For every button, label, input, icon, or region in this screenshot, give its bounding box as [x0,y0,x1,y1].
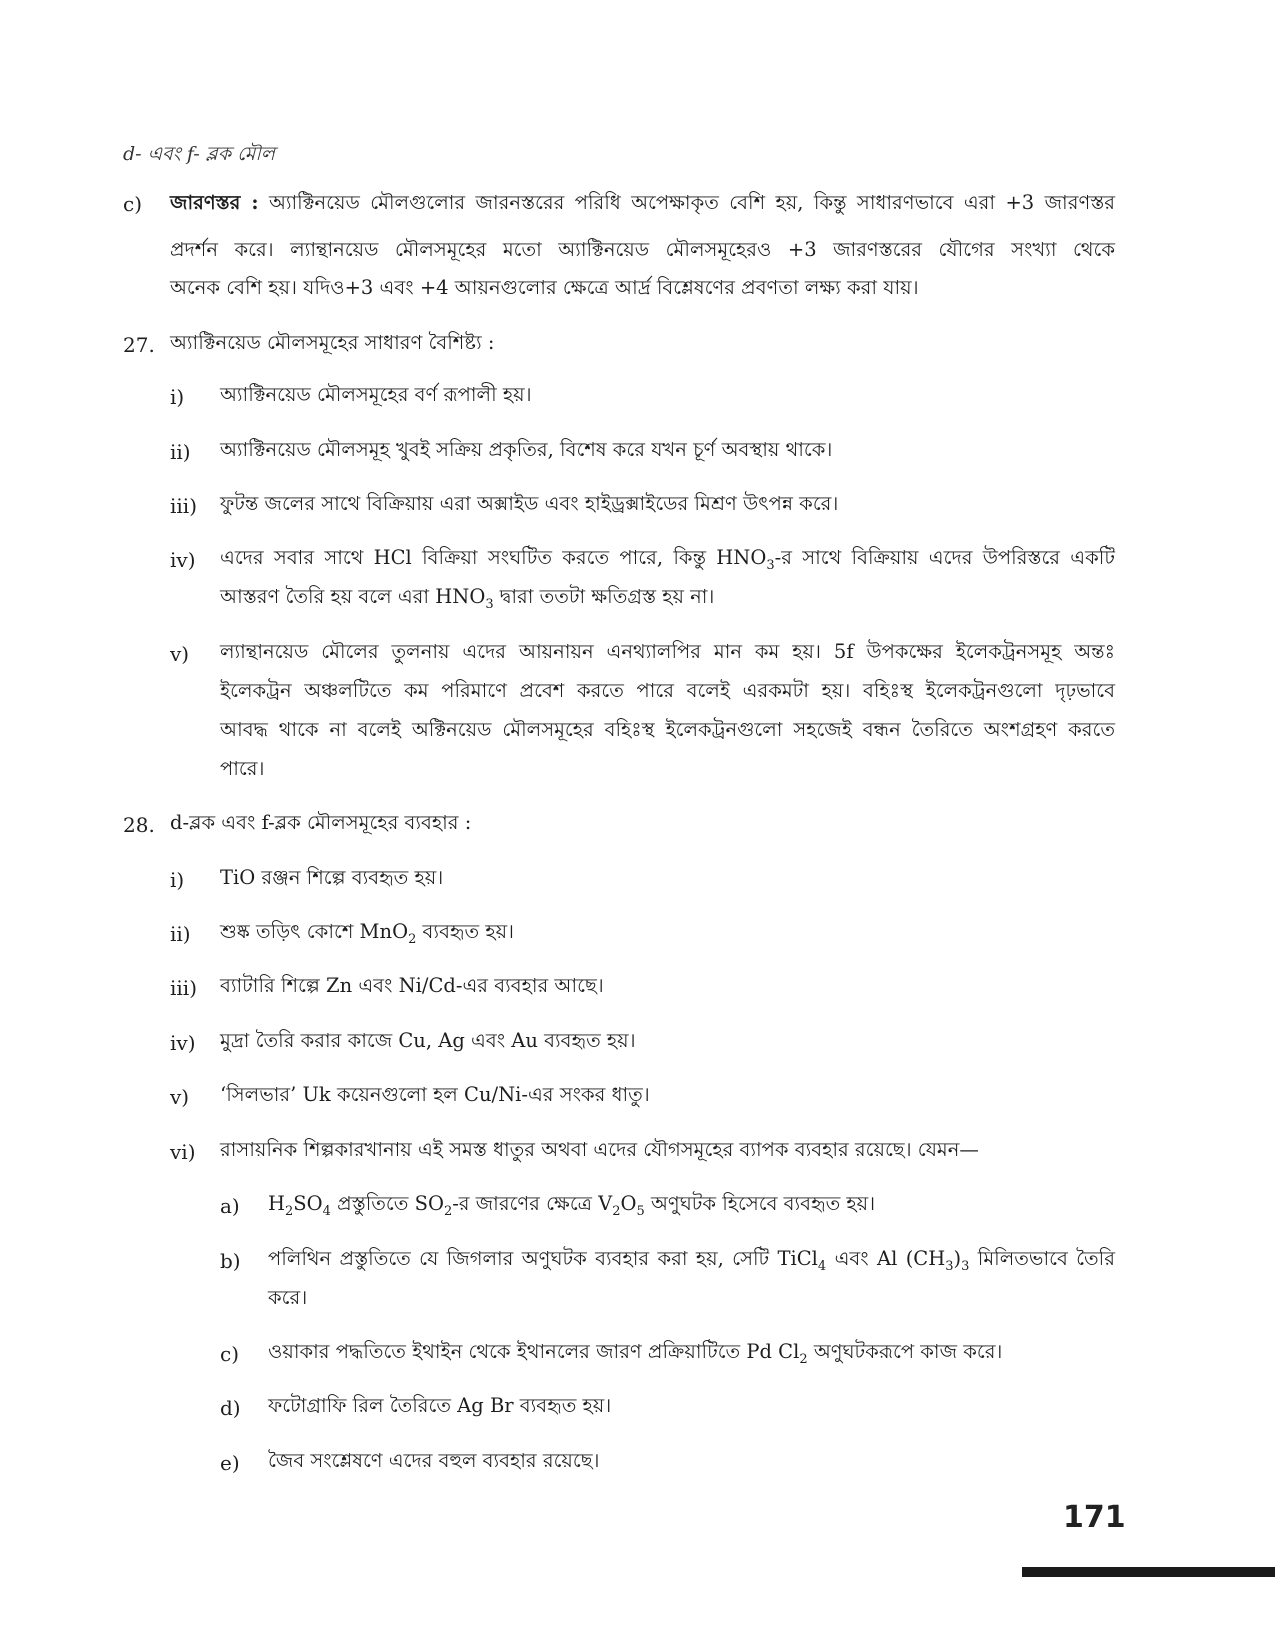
question-heading: অ্যাক্টিনয়েড মৌলসমূহের সাধারণ বৈশিষ্ট্য : [170,331,495,354]
item-label: c) [123,192,143,216]
list-item: শুষ্ক তড়িৎ কোশে MnO$_2$ ব্যবহৃত হয়। [220,920,515,947]
section-c-line-1: জারণস্তর : অ্যাক্টিনয়েড মৌলগুলোর জারনস্তরের পরিধি অপেক্ষাকৃত বেশি হয়, কিন্তু সাধারণভাবে এরা +3 জারণস্তর [170,191,1115,214]
item-label: i) [170,385,185,409]
section-c-line-3: অনেক বেশি হয়। যদিও+3 এবং +4 আয়নগুলোর ক্ষেত্রে আর্দ্র বিশ্লেষণের প্রবণতা লক্ষ্য করা যায়। [170,276,919,299]
list-item: মুদ্রা তৈরি করার কাজে Cu, Ag এবং Au ব্যবহৃত হয়। [220,1029,636,1052]
sub-item: জৈব সংশ্লেষণে এদের বহুল ব্যবহার রয়েছে। [268,1449,600,1472]
list-item-continuation: পারে। [220,757,265,780]
item-label: ii) [170,440,191,464]
footer-rule [1022,1567,1275,1577]
list-item: ফুটন্ত জলের সাথে বিক্রিয়ায় এরা অক্সাইড এবং হাইড্রক্সাইডের মিশ্রণ উৎপন্ন করে। [220,492,839,515]
list-item: ল্যান্থানয়েড মৌলের তুলনায় এদের আয়নায়ন এনথ্যালপির মান কম হয়। 5f উপকক্ষের ইলেকট্রনসমূহ অন্তঃ [220,640,1115,663]
question-heading: d-ব্লক এবং f-ব্লক মৌলসমূহের ব্যবহার : [170,811,472,834]
list-item: এদের সবার সাথে HCl বিক্রিয়া সংঘটিত করতে পারে, কিন্তু $HNO_3-র$ সাথে বিক্রিয়ায় এদের উপরিস্তরে একটি [220,546,1115,573]
term: জারণস্তর : [170,191,259,214]
list-item: TiO রঞ্জন শিল্পে ব্যবহৃত হয়। [220,866,444,889]
list-item: ব্যাটারি শিল্পে Zn এবং Ni/Cd-এর ব্যবহার আছে। [220,974,604,997]
item-label: i) [170,868,185,892]
item-label: iii) [170,494,197,518]
item-label: v) [170,1085,190,1109]
item-label: iii) [170,976,197,1000]
sub-item: $H_2SO_4$ প্রস্তুতিতে $SO_2-র$ জারণের ক্ষেত্রে $V_2O_5$ অণুঘটক হিসেবে ব্যবহৃত হয়। [268,1192,876,1219]
list-item-continuation: আস্তরণ তৈরি হয় বলে এরা $HNO_3$ দ্বারা ততটা ক্ষতিগ্রস্ত হয় না। [220,585,715,612]
section-c-line-2: প্রদর্শন করে। ল্যান্থানয়েড মৌলসমূহের মতো অ্যাক্টিনয়েড মৌলসমূহেরও +3 জারণস্তরের যৌগের সংখ্যা থেকে [170,238,1115,261]
list-item-continuation: আবদ্ধ থাকে না বলেই অক্টিনয়েড মৌলসমূহের বহিঃস্থ ইলেকট্রনগুলো সহজেই বন্ধন তৈরিতে অংশগ্রহণ করতে [220,718,1115,741]
sub-item-label: d) [220,1396,241,1420]
sub-item-label: c) [220,1342,240,1366]
item-label: vi) [170,1140,196,1164]
list-item: অ্যাক্টিনয়েড মৌলসমূহ খুবই সক্রিয় প্রকৃতির, বিশেষ করে যখন চূর্ণ অবস্থায় থাকে। [220,438,833,461]
running-header: d- এবং f- ব্লক মৌল [123,143,275,165]
item-label: v) [170,642,190,666]
item-label: ii) [170,922,191,946]
sub-item: পলিথিন প্রস্তুতিতে যে জিগলার অণুঘটক ব্যবহার করা হয়, সেটি TiCl$_4$ এবং Al $(CH_3)_3$ মিলিতভাবে তৈরি [268,1247,1115,1274]
list-item: রাসায়নিক শিল্পকারখানায় এই সমস্ত ধাতুর অথবা এদের যৌগসমূহের ব্যাপক ব্যবহার রয়েছে। যেমন— [220,1138,979,1161]
list-item-continuation: ইলেকট্রন অঞ্চলটিতে কম পরিমাণে প্রবেশ করতে পারে বলেই এরকমটা হয়। বহিঃস্থ ইলেকট্রনগুলো দৃঢ়ভাবে [220,679,1115,702]
list-item: অ্যাক্টিনয়েড মৌলসমূহের বর্ণ রূপালী হয়। [220,383,532,406]
list-item: ‘সিলভার’ Uk কয়েনগুলো হল Cu/Ni-এর সংকর ধাতু। [220,1083,650,1106]
question-number: 28. [123,813,155,837]
sub-item-continuation: করে। [268,1286,308,1309]
sub-item: ফটোগ্রাফি রিল তৈরিতে Ag Br ব্যবহৃত হয়। [268,1394,612,1417]
sub-item: ওয়াকার পদ্ধতিতে ইথাইন থেকে ইথানলের জারণ প্রক্রিয়াটিতে Pd $Cl_2$ অণুঘটকরূপে কাজ করে। [268,1340,1003,1367]
item-label: iv) [170,1031,196,1055]
page-number: 171 [1063,1500,1126,1535]
sub-item-label: a) [220,1194,240,1218]
sub-item-label: b) [220,1249,241,1273]
item-label: iv) [170,548,196,572]
sub-item-label: e) [220,1451,240,1475]
question-number: 27. [123,333,155,357]
